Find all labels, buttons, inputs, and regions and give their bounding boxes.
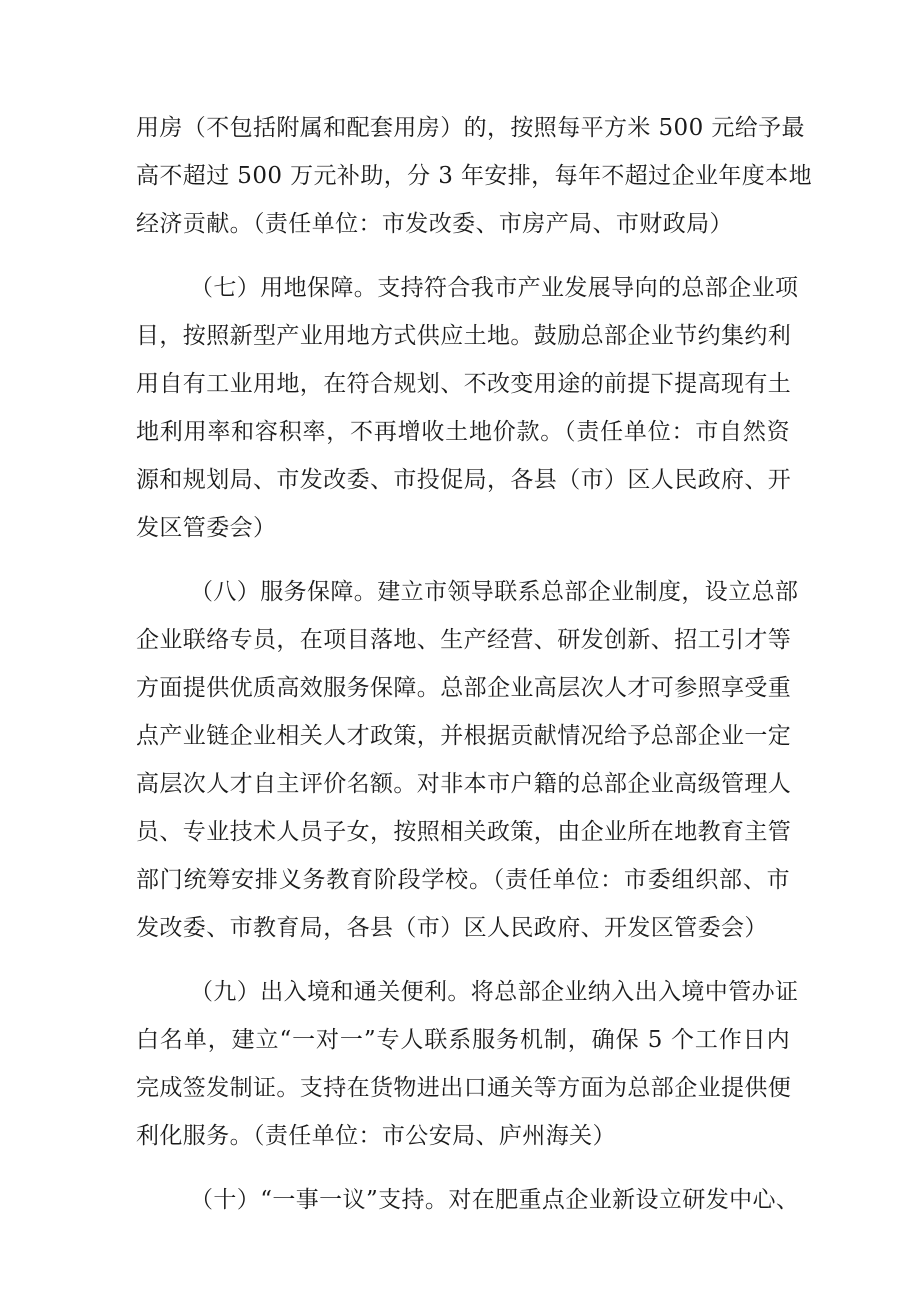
text-line: （十）“一事一议”支持。对在肥重点企业新设立研发中心、 [190, 1187, 800, 1213]
text-line: （九）出入境和通关便利。将总部企业纳入出入境中管办证 [190, 979, 799, 1005]
text-line: 员、专业技术人员子女，按照相关政策，由企业所在地教育主管 [136, 819, 792, 845]
text-line: 发区管委会） [136, 515, 277, 541]
paragraph-spacer [136, 552, 790, 568]
paragraph-case-by-case-support [136, 1176, 800, 1224]
text-line: 高不超过 500 万元补助，分 3 年安排，每年不超过企业年度本地 [136, 163, 812, 189]
text-line: 地利用率和容积率，不再增收土地价款。（责任单位：市自然资 [136, 419, 790, 445]
text-line: 方面提供优质高效服务保障。总部企业高层次人才可参照享受重 [136, 675, 792, 701]
paragraph-spacer [136, 248, 790, 264]
paragraph-spacer [136, 952, 790, 968]
paragraph-land-guarantee [136, 264, 799, 552]
text-line: 利化服务。（责任单位：市公安局、庐州海关） [136, 1123, 616, 1149]
paragraph-spacer [136, 1160, 790, 1176]
paragraph-entry-exit-customs [136, 968, 799, 1160]
text-line: 企业联络专员，在项目落地、生产经营、研发创新、招工引才等 [136, 627, 792, 653]
document-body [136, 104, 812, 1224]
text-line: 源和规划局、市发改委、市投促局，各县（市）区人民政府、开 [136, 467, 792, 493]
text-line: 用房（不包括附属和配套用房）的，按照每平方米 500 元给予最 [136, 115, 805, 141]
text-line: （七）用地保障。支持符合我市产业发展导向的总部企业项 [190, 275, 799, 301]
text-line: 点产业链企业相关人才政策，并根据贡献情况给予总部企业一定 [136, 723, 792, 749]
text-line: 白名单，建立“一对一”专人联系服务机制，确保 5 个工作日内 [136, 1027, 790, 1053]
text-line: 目，按照新型产业用地方式供应土地。鼓励总部企业节约集约利 [136, 323, 792, 349]
text-line: 高层次人才自主评价名额。对非本市户籍的总部企业高级管理人 [136, 771, 792, 797]
text-line: 发改委、市教育局，各县（市）区人民政府、开发区管委会） [136, 915, 768, 941]
text-line: 部门统筹安排义务教育阶段学校。（责任单位：市委组织部、市 [136, 867, 790, 893]
text-line: 完成签发制证。支持在货物进出口通关等方面为总部企业提供便 [136, 1075, 792, 1101]
text-line: 经济贡献。（责任单位：市发改委、市房产局、市财政局） [136, 211, 733, 237]
paragraph-housing-subsidy [136, 104, 812, 248]
paragraph-service-guarantee [136, 568, 799, 952]
text-line: （八）服务保障。建立市领导联系总部企业制度，设立总部 [190, 579, 799, 605]
text-line: 用自有工业用地，在符合规划、不改变用途的前提下提高现有土 [136, 371, 792, 397]
